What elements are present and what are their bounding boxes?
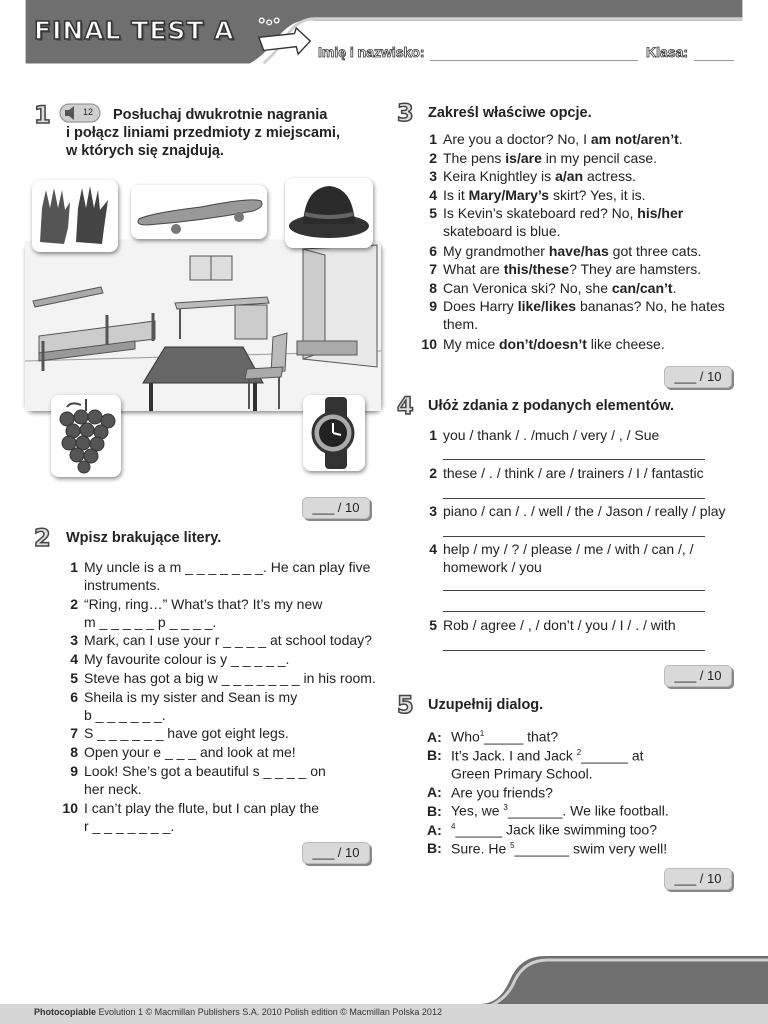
answer-line[interactable] <box>443 536 705 537</box>
class-line[interactable] <box>694 60 734 61</box>
speaker-icon[interactable] <box>58 102 102 124</box>
hat-picture <box>285 178 373 248</box>
choice-option[interactable]: can/can’t <box>611 279 673 296</box>
answer-line[interactable] <box>443 650 705 651</box>
section2-list: 1 My uncle is a m _ _ _ _ _ _ _. He can play five instruments. 2 “Ring, ring…” What’s that? It’s my new m _ _ _ _ _ p _ _ _ _. 3 Mark, can I use your r _ _ _ _ at school today? 4 My favourite colour is y _ _ _ _ _. 5 Steve has got a big w _ _ _ _ _ _ _ in his room. 6 Sheila is my sister and Sean is my b _ _ _ _ _ _. 7 S _ _ _ _ _ _ have got eight legs. 8 Open your e _ _ _ and look at me! 9 Look! She’s got a beautiful s _ _ _ _ on her neck. 10 I can’t play the flute, but I can play the r _ _ _ _ _ _ _. <box>62 559 376 834</box>
section4-list: 1 you / thank / . /much / very / , / Sue 2 these / . / think / are / trainers / I / fantastic 3 piano / can / . / well / the / Jason / really / play 4 help / my / ? / please / me / with / can /, / homework / you 5 Rob / agree / , / don’t / you / I / . / with <box>421 426 751 656</box>
dialog-line: A: Are you friends? <box>427 784 553 801</box>
name-label: Imię i nazwisko: <box>318 44 425 60</box>
answer-line[interactable] <box>443 498 705 499</box>
choice-option[interactable]: like/likes <box>517 298 577 315</box>
skateboard-picture <box>131 185 267 239</box>
section3-number: 3 <box>397 99 414 127</box>
page-title: FINAL TEST A <box>34 16 235 45</box>
dialog-line: B: Yes, we $^3$_______. We like football. <box>427 803 669 820</box>
footer-rest: Evolution 1 © Macmillan Publishers S.A. 2010 Polish edition © Macmillan Polska 2012 <box>96 1007 442 1017</box>
dialog-line: A: $^4$______ Jack like swimming too? <box>427 821 657 838</box>
section1-instruction-line2: i połącz liniami przedmioty z miejscami, <box>66 125 340 141</box>
dialog <box>427 725 747 860</box>
dialog-line: Green Primary School. <box>451 765 593 782</box>
section1-instruction-line3: w których się znajdują. <box>66 143 224 159</box>
bedroom-picture <box>25 241 381 411</box>
section4-score: ___ / 10 <box>664 665 732 687</box>
section3-heading: Zakreśl właściwe opcje. <box>428 105 592 121</box>
choice-option[interactable]: don’t/doesn’t <box>499 335 587 352</box>
dialog-line: A: Who$^1$_____ that? <box>427 728 559 745</box>
answer-line[interactable] <box>443 611 705 612</box>
dialog-line: B: It’s Jack. I and Jack $^2$______ at <box>427 747 644 764</box>
section5-heading: Uzupełnij dialog. <box>428 697 544 713</box>
track-number: 12 <box>83 107 94 117</box>
grapes-picture <box>51 395 121 477</box>
choice-option[interactable]: is/are <box>505 149 542 166</box>
section5-number: 5 <box>397 691 414 719</box>
footer-text <box>34 1007 442 1017</box>
answer-line[interactable] <box>443 459 705 460</box>
choice-option[interactable]: a/an <box>555 168 584 185</box>
section2-number: 2 <box>34 524 51 552</box>
section4-heading: Ułóż zdania z podanych elementów. <box>428 398 674 414</box>
choice-option[interactable]: this/these <box>503 261 570 278</box>
section2-score: ___ / 10 <box>302 842 370 864</box>
choice-option[interactable]: have/has <box>548 242 609 259</box>
section1-score: ___ / 10 <box>302 497 370 519</box>
section5-score: ___ / 10 <box>664 868 732 890</box>
section3-list: 1 Are you a doctor? No, I am not/aren’t. 2 The pens is/are in my pencil case. 3 Keira Knightley is a/an actress. 4 Is it Mary/Mary’s skirt? Yes, it is. 5 Is Kevin’s skateboard red? No, his/her skateboard is blue. 6 My grandmother have/has got three cats. 7 What are this/these? They are hamsters. 8 Can Veronica ski? No, she can/can’t. 9 Does Harry like/likes bananas? No, he hates them. 10 My mice don’t/doesn’t like cheese. <box>421 131 725 352</box>
section1-instruction-line1: Posłuchaj dwukrotnie nagrania <box>113 107 328 123</box>
section1-number: 1 <box>34 101 51 129</box>
section3-score: ___ / 10 <box>664 366 732 388</box>
answer-line[interactable] <box>443 590 705 591</box>
section2-heading: Wpisz brakujące litery. <box>66 530 222 546</box>
gloves-picture <box>32 180 118 252</box>
dialog-line: B: Sure. He $^5$_______ swim very well! <box>427 840 668 857</box>
class-label: Klasa: <box>646 44 689 60</box>
watch-picture <box>303 395 365 471</box>
choice-option[interactable]: am not/aren’t <box>590 131 679 147</box>
choice-option[interactable]: his/her <box>637 205 684 222</box>
choice-option[interactable]: Mary/Mary’s <box>468 186 550 203</box>
footer-bold: Photocopiable <box>34 1007 97 1017</box>
section4-number: 4 <box>397 392 414 420</box>
name-line[interactable] <box>430 60 638 61</box>
